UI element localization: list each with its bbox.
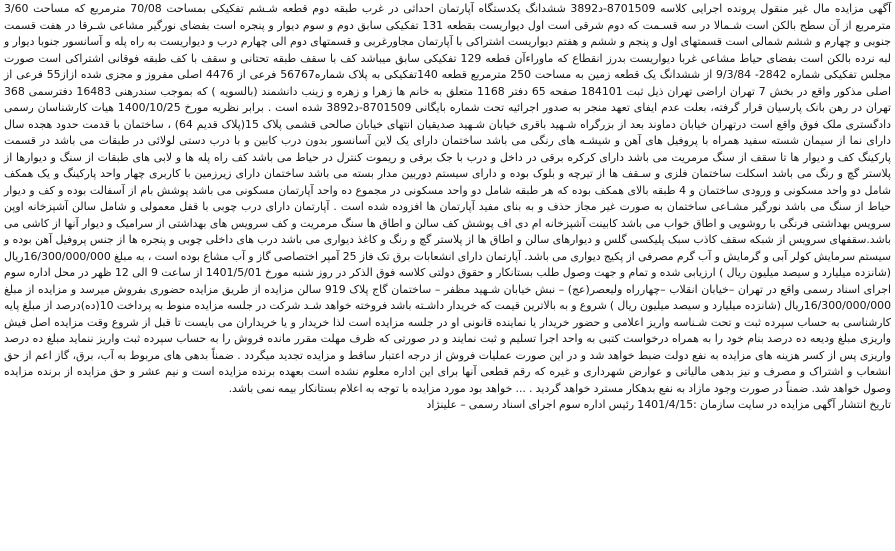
notice-body-text: آگهی مزایده مال غیر منقول پرونده اجرایی کلاسه 8701509-د3892 ششدانگ یکدستگاه آپارتمان احداثی در غرب طبقه دوم قطعه شـشم تفکیکی بمساحت 70/08 مترمربع که مساحت 3/60 مترمربع از آن سطح بالکن است شـمالا در سه قسـمت که دوم شرقی است اول دیواریست بقطعه 131 تفکیکی سابق دوم و سوم دیوار و پنجره است بفضای نورگیر مشاعی شـرقا در هفت قسمت جنوبی و چهارم و ششم شمالی است قسمتهای اول و پنجم و ششم و هفتم دیواریست اشتراکی با آپارتمان مجاورغربی و قسمتهای دوم الی چهارم درب و دیواریست به راه پله و آسانسور جنوبا دیوار و لبه نرده بالکن است بفضای حیاط مشاعی غربا دیواریست بدرز انقطاع که ماوراءآن قطعه 129 تفکیکی سابق میباشد کف با سقف طبقه تحتانی و سقف با کف طبقه فوقانی اشتراکی است صورت مجلس تفکیکی شماره 2842- 9/3/84 از ششدانگ یک قطعه زمین به مساحت 250 مترمربع قطعه 140تفکیکی به پلاک شماره56767 فرعی از 4476 اصلی مفروز و مجزی شده ازاز55 فرعی از اصلی مذکور واقع در بخش 7 تهران اراضی تهران ذیل ثبت 184101 صفحه 65 دفتر 1168 متعلق به خانم ها زهرا و زهره و زینب دانشمند (بالسویه ) که بموجب سندرهنی 16483 دفترسمی 368 تهران در رهن بانک پارسیان قرار گرفته، بعلت عدم ایفای تعهد منجر به صدور اجرائیه تحت شماره بایگانی 8701509-د3892 شده است . برابر نظریه مورخ 1400/10/25 هیات کارشناسان رسمی دادگستری ملک فوق واقع است درتهران خیابان دماوند بعد از بزرگراه شـهید باقری خیابان شـهید صدیقیان انتهای خیابان صالحی قشمی پلاک 15(پلاک قدیم 64) ، ساختمان با قدمت حدود هجده سال دارای نما از سیمان شسته سفید همراه با پروفیل های آهن و شیشـه های رنگی می باشد ساختمان دارای یک لاین آسانسور بدون درب کابین و با درب دستی لولائی در طبقات می باشد در قسمت پارکینگ کف و دیوار ها تا سقف از سنگ مرمریت می باشد دارای کرکره برقی در داخل و درب با جک برقی و ریموت کنترل در حیاط می باشد کف راه پله ها و لابی های طبقات از سنگ و دیوارها از پلاستر گچ و رنگ می باشد اسکلت ساختمان فلزی و سـقف ها از تیرچه و بلوک بوده و دارای سیستم دوربین مدار بسته می باشد ساختمان دارای زیرزمین با کاربری چهار واحد پارکینگ و یک همکف شامل دو واحد مسکونی و ورودی ساختمان و 4 طبقه بالای همکف بوده که هر طبقه شامل دو واحد مسکونی در مجموع ده واحد آپارتمان مسکونی می باشد پوشش بام از آسفالت بوده و کف و دیوار حیاط از سنگ می باشد نورگیر مشـاعی ساختمان به صورت غیر مجاز حذف و به بنای مفید آپارتمان ها افزوده شده است . آپارتمان دارای درب چوبی با قفل معمولی و شامل سالن آشپزخانه اوپن سرویس بهداشتی فرنگی با روشویی و اطاق خواب می باشد کابینت آشپزخانه ام دی اف پوشش کف سالن و اطاق ها سنگ مرمریت و کف سرویس های بهداشتی از سرامیک و دیوار آنها از کاشی می باشد.سقفهای سرویس از شبکه سقف کاذب سبک پلیکسی گلس و دیوارهای سالن و اطاق ها از پلاستر گچ و رنگ و کاغذ دیواری می باشد درب های داخلی چوبی و پنجره ها از جنس پروفیل آهن بوده و سیستم سرمایش کولر آبی و گرمایش و آب گرم مصرفی از پکیج دیواری می باشد. آپارتمان دارای انشعابات برق تک فاز 25 آمپر اختصاصی گاز و آب مشاع بوده است ، به مبلغ 16/300/000/000ریال (شانزده میلیارد و سیصد میلیون ریال ) ارزیابی شده و تمام و جهت وصول طلب بستانکار و حقوق دولتی کلاسه فوق الذکر در روز شنبه مورخ 1401/5/01 از ساعت 9 الی 12 ظهر در محل اداره سوم اجرای اسناد رسمی واقع در تهران –خیابان انقلاب –چهارراه ولیعصر(عج) – نبش خیابان شـهید مظفر – ساختمان گاج پلاک 919 سالن مزایده از طریق مزایده حضوری بفروش میرسد و مزایده از مبلغ 16/300/000/000ریال (شانزده میلیارد و سیصد میلیون ریال ) شروع و به بالاترین قیمت که خریدار داشـته باشد فروخته خواهد شـد شرکت در جلسه مزایده منوط به پرداخت 10(ده)درصد از مبلغ پایه کارشناسی به حساب سپرده ثبت و تحت شـناسه واریز اعلامی و حضور خریدار یا نماینده قانونی او در جلسه مزایده است لذا خریدار و یا خریداران می بایست تا قبل از شروع وقت مزایده اصل فیش واریزی مبلغ ودیعه ده درصد بنام خود را به همراه درخواست کتبی به واحد اجرا تسلیم و ثبت نمایند و در صورتی که ظرف مهلت مقرر مانده فروش را به حساب سپرده ثبت واریز ننماید مبلغ ده درصد واریزی پس از کسر هزینه های مزایده به نفع دولت ضبط خواهد شد و در این صورت عملیات فروش از درجه اعتبار ساقط و مزایده تجدید میگردد . ضمناً بدهی های مربوط به آب، برق، گاز اعم از حق انشعاب و اشتراک و مصرف و نیز بدهی مالیاتی و عوارض شهرداری و غیره که رقم قطعی آنها برای این اداره معلوم نشده است بعهده برنده مزایده است و نیم عشر و حق مزایده از برنده مزایده وصول خواهد شد. ضمناً در صورت وجود مازاد به نفع بدهکار مسترد خواهد گردید . ... خواهد بود مورد مزایده با توجه به اعلام بستانکار بیمه نمی باشد. <box>4 2 892 395</box>
notice-footer-text: تاریخ انتشار آگهی مزایده در سایت سازمان :1401/4/15 رئیس اداره سوم اجرای اسناد رسمی – علینژاد <box>426 398 891 411</box>
